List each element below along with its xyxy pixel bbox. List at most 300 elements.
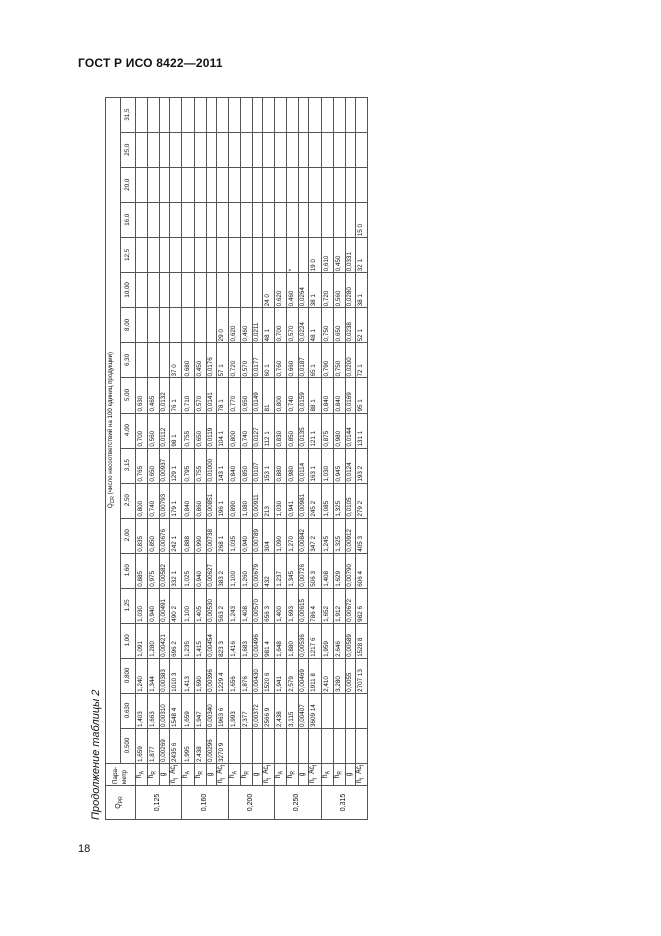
table-cell: 0,01000: [206, 448, 216, 483]
table-cell: 57 1: [216, 343, 228, 378]
table-cell: 1,912: [333, 588, 345, 623]
table-cell: 0,990: [194, 518, 206, 553]
table-cell: 1,090: [275, 518, 287, 553]
table-cell: 2,579: [287, 658, 299, 693]
table-cell: 1,656: [228, 658, 240, 693]
table-row: [136, 98, 148, 820]
table-cell: 1,400: [275, 588, 287, 623]
table-cell: 0,0264: [299, 273, 309, 308]
table-cell: [262, 133, 274, 168]
table-cell: 0,00340: [206, 693, 216, 728]
table-cell: 88 1: [309, 378, 321, 413]
table-cell: [333, 98, 345, 133]
table-cell: 0,945: [333, 448, 345, 483]
table-cell: 0,0149: [253, 378, 263, 413]
table-cell: 1911 8: [309, 658, 321, 693]
table-cell: [240, 728, 252, 763]
table-cell: 0,00310: [160, 693, 170, 728]
table-cell: 1,683: [240, 623, 252, 658]
table-cell: 0,0141: [206, 378, 216, 413]
table-cell: 0,00372: [253, 693, 263, 728]
param-cell: [206, 764, 216, 786]
table-cell: 193 2: [355, 448, 367, 483]
table-cell: 0,980: [333, 413, 345, 448]
table-cell: 0,00496: [253, 623, 263, 658]
qcr-header: [106, 98, 121, 764]
table-row: [299, 98, 309, 820]
table-cell: 1,413: [182, 658, 194, 693]
table-cell: [194, 238, 206, 273]
param-symbol: $h_R$: [193, 770, 205, 779]
table-cell: [321, 133, 333, 168]
table-cell: [355, 98, 367, 133]
table-cell: 52 1: [355, 308, 367, 343]
table-cell: [240, 133, 252, 168]
table-cell: 0,750: [321, 308, 333, 343]
table-cell: 3,280: [333, 658, 345, 693]
table-cell: 432: [262, 553, 274, 588]
table-cell: 0,450: [194, 343, 206, 378]
table-cell: 0,0127: [253, 413, 263, 448]
table-row: [148, 98, 160, 820]
param-symbol: g: [251, 772, 261, 777]
table-cell: [148, 203, 160, 238]
table-cell: [160, 273, 170, 308]
table-cell: 0,980: [287, 448, 299, 483]
table-cell: [321, 693, 333, 728]
table-cell: 0,795: [182, 448, 194, 483]
table-cell: 0,700: [275, 308, 287, 343]
table-cell: 279 2: [355, 483, 367, 518]
table-cell: 1,408: [321, 553, 333, 588]
table-cell: [216, 203, 228, 238]
table-cell: 0,560: [148, 413, 160, 448]
table-cell: 3609 14: [309, 693, 321, 728]
table-cell: [299, 168, 309, 203]
table-cell: [148, 343, 160, 378]
table-cell: [287, 168, 299, 203]
table-cell: [309, 133, 321, 168]
qcr-value-header: 10,00: [121, 273, 136, 308]
param-header-line2: метр: [120, 769, 128, 784]
table-cell: [345, 98, 355, 133]
table-cell: [182, 238, 194, 273]
table-cell: [228, 168, 240, 203]
table-cell: 696 2: [170, 623, 182, 658]
param-symbol: $h_A$: [273, 771, 286, 778]
param-symbol: $n_t$: [168, 778, 181, 783]
table-cell: [136, 98, 148, 133]
table-cell: [253, 203, 263, 238]
table-cell: 0,770: [228, 378, 240, 413]
table-cell: 38 1: [355, 273, 367, 308]
table-cell: [228, 203, 240, 238]
table-cell: [206, 98, 216, 133]
table-cell: 0,00911: [253, 483, 263, 518]
table-cell: 2,438: [275, 693, 287, 728]
qcr-value-header: 6,30: [121, 343, 136, 378]
table-cell: 0,755: [182, 413, 194, 448]
table-cell: [345, 133, 355, 168]
table-cell: 0,560: [333, 273, 345, 308]
table-row: [194, 98, 206, 820]
table-cell: 0,0200: [345, 343, 355, 378]
table-cell: [160, 168, 170, 203]
table-cell: 131 1: [355, 413, 367, 448]
table-cell: [136, 133, 148, 168]
qcr-value-header: 20,0: [121, 168, 136, 203]
ac-symbol: $Ac_t$: [261, 765, 274, 774]
table-cell: 1548 4: [170, 693, 182, 728]
param-symbol: $h_A$: [180, 771, 193, 778]
table-cell: 1,693: [287, 588, 299, 623]
table-cell: [299, 728, 309, 763]
table-cell: [275, 98, 287, 133]
table-cell: 1963 6: [216, 693, 228, 728]
table-cell: 1010 3: [170, 658, 182, 693]
table-cell: 0,0211: [253, 308, 263, 343]
table-cell: 1,663: [148, 693, 160, 728]
table-cell: 0,800: [136, 483, 148, 518]
table-cell: 0,840: [321, 378, 333, 413]
table-cell: [170, 238, 182, 273]
table-cell: [170, 133, 182, 168]
table-cell: 0,710: [182, 378, 194, 413]
table-cell: 0,700: [136, 413, 148, 448]
table-cell: [309, 168, 321, 203]
table-cell: [275, 238, 287, 273]
param-cell: [240, 764, 252, 786]
table-cell: 60 1: [262, 343, 274, 378]
table-cell: 0,00793: [160, 483, 170, 518]
param-symbol: $n_t$: [215, 778, 227, 783]
table-cell: 1,947: [194, 693, 206, 728]
table-cell: 1,100: [182, 588, 194, 623]
table-cell: 98 1: [170, 413, 182, 448]
table-cell: [275, 203, 287, 238]
table-cell: 0,00981: [299, 483, 309, 518]
table-cell: 0,830: [275, 413, 287, 448]
table-cell: 0,840: [333, 378, 345, 413]
table-cell: 1,659: [182, 693, 194, 728]
table-cell: 1,876: [240, 658, 252, 693]
table-cell: 213: [262, 483, 274, 518]
table-cell: 0,00396: [206, 658, 216, 693]
table-cell: 1,415: [194, 623, 206, 658]
param-symbol: $n_t$: [261, 778, 274, 783]
table-cell: [253, 98, 263, 133]
table-cell: 3270 9: [216, 728, 228, 763]
param-symbol: $h_R$: [285, 770, 298, 779]
table-cell: 304: [262, 518, 274, 553]
qcr-value-header: 31,5: [121, 98, 136, 133]
table-cell: [228, 98, 240, 133]
table-cell: 0,860: [194, 483, 206, 518]
table-row: [170, 98, 182, 820]
table-cell: [333, 133, 345, 168]
table-cell: 0,00937: [160, 448, 170, 483]
table-cell: 1,245: [321, 518, 333, 553]
table-cell: 2,410: [321, 658, 333, 693]
ac-symbol: $Ac_t$: [354, 765, 366, 774]
table-cell: 490 2: [170, 588, 182, 623]
table-cell: 1,941: [275, 658, 287, 693]
table-cell: 72 1: [355, 343, 367, 378]
table-cell: 0,650: [194, 413, 206, 448]
table-cell: 129 1: [170, 448, 182, 483]
table-cell: 1,260: [240, 553, 252, 588]
table-cell: 0,790: [321, 343, 333, 378]
table-row: [240, 98, 252, 820]
table-cell: 15 0: [355, 203, 367, 238]
table-cell: [287, 728, 299, 763]
table-cell: 2435 6: [170, 728, 182, 763]
table-cell: 786 4: [309, 588, 321, 623]
table-cell: 2707 13: [355, 658, 367, 693]
table-cell: [194, 308, 206, 343]
table-cell: 0,740: [240, 413, 252, 448]
table-cell: [262, 238, 274, 273]
table-cell: 0,755: [194, 448, 206, 483]
table-row: [182, 98, 194, 820]
table-cell: 0,975: [148, 553, 160, 588]
table-row: [228, 98, 240, 820]
table-cell: 0,610: [321, 238, 333, 273]
table-cell: 24 0: [262, 273, 274, 308]
table-cell: [287, 133, 299, 168]
table-cell: [206, 203, 216, 238]
table-cell: 1,237: [275, 553, 287, 588]
table-cell: [148, 238, 160, 273]
table-cell: 1,659: [136, 728, 148, 763]
table-cell: [228, 133, 240, 168]
table-cell: 32 1: [355, 238, 367, 273]
table-cell: 1,344: [148, 658, 160, 693]
table-cell: [194, 203, 206, 238]
table-cell: 48 1: [262, 308, 274, 343]
table-cell: 19 0: [309, 238, 321, 273]
qcr-value-header: 2,50: [121, 483, 136, 518]
rotated-table-block: [88, 98, 590, 820]
table-cell: [253, 273, 263, 308]
table-row: [262, 98, 274, 820]
ac-symbol: $Ac_t$: [215, 765, 227, 774]
header-row-2: [121, 98, 136, 820]
qcr-value-header: 16,0: [121, 203, 136, 238]
q-pr-value: 0,200: [228, 786, 274, 820]
table-cell: 0,0124: [345, 448, 355, 483]
table-row: [355, 98, 367, 820]
table-cell: 0,0135: [299, 413, 309, 448]
table-cell: [287, 203, 299, 238]
table-cell: 65 1: [309, 343, 321, 378]
table-cell: [206, 168, 216, 203]
table-cell: 0,0112: [160, 413, 170, 448]
table-cell: [194, 98, 206, 133]
table-cell: 0,460: [240, 308, 252, 343]
table-cell: [240, 273, 252, 308]
table-cell: 1,080: [240, 483, 252, 518]
table-cell: [262, 98, 274, 133]
table-cell: 95 1: [355, 378, 367, 413]
table-cell: 1,030: [136, 588, 148, 623]
table-cell: 0,0055: [345, 658, 355, 693]
table-cell: [160, 98, 170, 133]
table-cell: [194, 168, 206, 203]
table-cell: 0,0238: [345, 308, 355, 343]
qcr-value-header: 0,500: [121, 728, 136, 763]
table-cell: 0,850: [240, 448, 252, 483]
table-row: [216, 98, 228, 820]
table-cell: [240, 203, 252, 238]
table-cell: 0,465: [148, 378, 160, 413]
param-symbol: $n_t$: [307, 778, 320, 783]
param-cell: [309, 764, 321, 786]
table-cell: 0,840: [228, 448, 240, 483]
table-row: [309, 98, 321, 820]
table-cell: 0,00454: [206, 623, 216, 658]
table-cell: 81: [262, 378, 274, 413]
table-cell: [345, 693, 355, 728]
table-cell: [345, 728, 355, 763]
table-cell: [206, 308, 216, 343]
qcr-value-header: 2,00: [121, 518, 136, 553]
table-cell: [333, 728, 345, 763]
table-cell: 0,630: [136, 378, 148, 413]
table-cell: 0,570: [240, 343, 252, 378]
table-cell: 0,720: [228, 343, 240, 378]
table-cell: 121 1: [309, 413, 321, 448]
table-cell: 1,025: [182, 553, 194, 588]
table-cell: [228, 238, 240, 273]
table-cell: [228, 273, 240, 308]
table-cell: 405 3: [355, 518, 367, 553]
table-row: [206, 98, 216, 820]
table-cell: 0,660: [287, 343, 299, 378]
table-cell: [253, 728, 263, 763]
table-caption: Продолжение таблицы 2: [90, 689, 102, 820]
header-row-1: [106, 98, 121, 820]
table-cell: 0,740: [148, 483, 160, 518]
table-cell: [206, 238, 216, 273]
param-symbol: $n_t$: [354, 778, 366, 783]
table-cell: [216, 238, 228, 273]
table-cell: 1,100: [228, 553, 240, 588]
table-cell: 0,00789: [253, 518, 263, 553]
table-cell: [275, 168, 287, 203]
table-row: [253, 98, 263, 820]
q-pr-label: $Q_{PR}$: [114, 796, 125, 809]
table-cell: 0,0331: [345, 238, 355, 273]
table-cell: [216, 133, 228, 168]
table-cell: 48 1: [309, 308, 321, 343]
param-cell: [182, 764, 194, 786]
table-cell: 245 2: [309, 483, 321, 518]
table-cell: 383 2: [216, 553, 228, 588]
table-cell: 0,0107: [253, 448, 263, 483]
table-cell: 0,740: [287, 378, 299, 413]
table-cell: [216, 168, 228, 203]
table-cell: [136, 343, 148, 378]
param-symbol: $h_R$: [146, 770, 159, 779]
table-cell: [253, 168, 263, 203]
table-cell: [309, 203, 321, 238]
qcr-value-header: 3,15: [121, 448, 136, 483]
table-cell: 0,0105: [345, 483, 355, 518]
param-cell: [355, 764, 367, 786]
qcr-value-header: 1,25: [121, 588, 136, 623]
table-cell: [148, 273, 160, 308]
table-cell: [228, 728, 240, 763]
table-cell: 1,325: [333, 518, 345, 553]
table-cell: 1,995: [182, 728, 194, 763]
table-cell: 0,940: [148, 588, 160, 623]
table-cell: 2,646: [333, 623, 345, 658]
table-cell: 242 1: [170, 518, 182, 553]
table-cell: [160, 203, 170, 238]
param-cell: [194, 764, 206, 786]
table-cell: 0,00738: [206, 518, 216, 553]
table-cell: 0,800: [228, 413, 240, 448]
table-cell: [321, 728, 333, 763]
table-cell: [182, 203, 194, 238]
param-symbol: $h_A$: [320, 771, 332, 778]
table-cell: 0,940: [194, 553, 206, 588]
table-cell: [194, 273, 206, 308]
table-cell: [148, 168, 160, 203]
table-cell: [333, 168, 345, 203]
table-cell: 153 1: [262, 448, 274, 483]
table-cell: 0,880: [275, 448, 287, 483]
table-cell: 0,00491: [160, 588, 170, 623]
table-cell: 1520 6: [262, 658, 274, 693]
ac-symbol: $Ac_t$: [168, 765, 181, 774]
table-cell: 606 4: [355, 553, 367, 588]
table-cell: 0,460: [287, 273, 299, 308]
table-cell: [275, 133, 287, 168]
table-cell: 76 1: [170, 378, 182, 413]
table-cell: 2,377: [240, 693, 252, 728]
table-cell: [345, 203, 355, 238]
table-cell: 143 1: [216, 448, 228, 483]
table-cell: 112 1: [262, 413, 274, 448]
table-cell: 0,00672: [345, 588, 355, 623]
table-cell: 0,00530: [206, 588, 216, 623]
table-cell: 0,00582: [160, 553, 170, 588]
table-cell: [160, 238, 170, 273]
param-symbol: $h_A$: [134, 771, 147, 778]
table-cell: 1,270: [287, 518, 299, 553]
qcr-value-header: 0,800: [121, 658, 136, 693]
table-cell: [182, 133, 194, 168]
param-symbol: g: [344, 772, 354, 777]
table-cell: [309, 98, 321, 133]
qcr-value-header: 4,00: [121, 413, 136, 448]
param-symbol: g: [159, 772, 168, 777]
table-cell: 823 3: [216, 623, 228, 658]
table-cell: 0,765: [136, 448, 148, 483]
table-cell: [262, 728, 274, 763]
table-cell: [148, 308, 160, 343]
table-cell: 563 2: [216, 588, 228, 623]
table-cell: [321, 98, 333, 133]
table-cell: 0,850: [148, 518, 160, 553]
table-cell: 1,235: [182, 623, 194, 658]
table-cell: 0,570: [194, 378, 206, 413]
q-pr-value: 0,125: [136, 786, 182, 820]
table-cell: 1,325: [333, 483, 345, 518]
table-cell: 1528 8: [355, 623, 367, 658]
